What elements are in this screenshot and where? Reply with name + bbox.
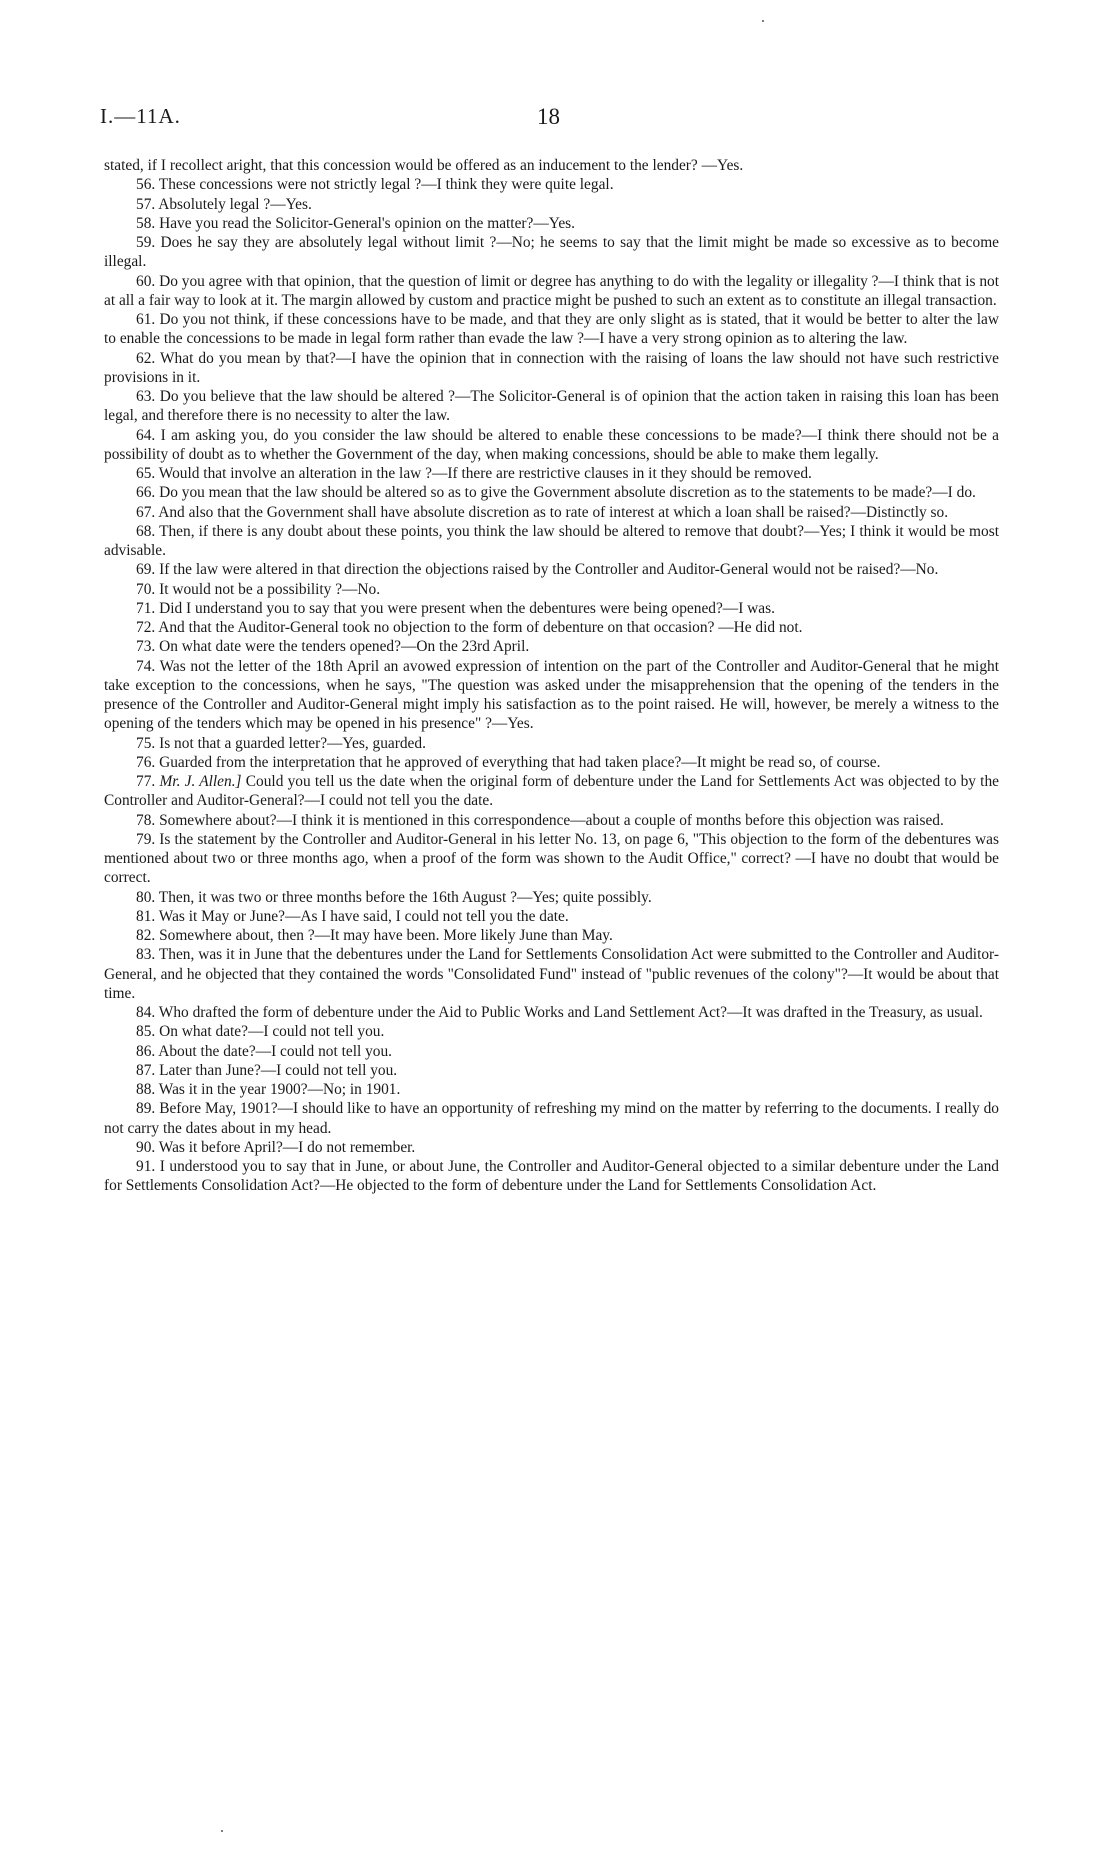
question-59: 59. Does he say they are absolutely legal without limit ?—No; he seems to say that the limit might be made so excessive as to become illegal. — [104, 234, 999, 271]
question-62: 62. What do you mean by that?—I have the opinion that in connection with the raising of loans the law should not have such restrictive provisions in it. — [104, 349, 999, 386]
question-81: 81. Was it May or June?—As I have said, I could not tell you the date. — [136, 907, 569, 925]
question-68: 68. Then, if there is any doubt about these points, you think the law should be altered to remove that doubt?—Yes; I think it would be most advisable. — [104, 522, 999, 559]
question-64: 64. I am asking you, do you consider the law should be altered to enable these concessions to be made?—I think there should not be a possibility of doubt as to whether the Government of the day, when making concessions, should be able to make them legally. — [104, 426, 999, 463]
page-header — [100, 104, 1000, 144]
question-85: 85. On what date?—I could not tell you. — [136, 1023, 385, 1041]
question-77 — [104, 772, 999, 811]
question-60: 60. Do you agree with that opinion, that the question of limit or degree has anything to do with the legality or illegality ?—I think that is not at all a fair way to look at it. The margin allowed by custom and practice might be pushed to such an extent as to constitute an illegal transaction. — [104, 272, 999, 309]
question-87: 87. Later than June?—I could not tell you. — [136, 1061, 398, 1079]
question-74: 74. Was not the letter of the 18th April an avowed expression of intention on the part of the Controller and Auditor-General that he might take exception to the concessions, when he says, "The question was asked under the misapprehension that the opening of the tenders in the presence of the Controller and Auditor-General might imply his satisfaction as to the point raised. He will, however, be merely a witness to the opening of the tenders which may be opened in his presence" ?—Yes. — [104, 657, 999, 733]
question-91: 91. I understood you to say that in June, or about June, the Controller and Auditor-General objected to a similar debenture under the Land for Settlements Consolidation Act?—He objected to the form of debenture under the Land for Settlements Consolidation Act. — [104, 1158, 999, 1195]
scan-speck — [762, 20, 764, 22]
document-reference: I.—11A. — [100, 104, 181, 128]
question-78: 78. Somewhere about?—I think it is mentioned in this correspondence—about a couple of months before this objection was raised. — [136, 811, 944, 829]
question-90: 90. Was it before April?—I do not remember. — [136, 1138, 416, 1156]
question-61: 61. Do you not think, if these concessions have to be made, and that they are only slight as is stated, that it would be better to alter the law to enable the concessions to be made in legal form rather than evade the law ?—I have a very strong opinion as to altering the law. — [104, 311, 999, 348]
question-76: 76. Guarded from the interpretation that he approved of everything that had taken place?—It might be read so, of course. — [136, 753, 881, 771]
question-72: 72. And that the Auditor-General took no objection to the form of debenture on that occasion? —He did not. — [136, 619, 803, 636]
question-58: 58. Have you read the Solicitor-General's opinion on the matter?—Yes. — [136, 214, 576, 232]
question-56: 56. These concessions were not strictly legal ?—I think they were quite legal. — [136, 176, 614, 194]
question-83: 83. Then, was it in June that the debentures under the Land for Settlements Consolidation Act were submitted to the Controller and Auditor-General, and he objected that they contained the words "Consolidated Fund" instead of "public revenues of the colony"?—It would be about that time. — [104, 946, 999, 1002]
question-65: 65. Would that involve an alteration in the law ?—If there are restrictive clauses in it they should be removed. — [136, 465, 812, 482]
question-69: 69. If the law were altered in that direction the objections raised by the Controller and Auditor-General would not be raised?—No. — [136, 561, 939, 579]
question-71: 71. Did I understand you to say that you were present when the debentures were being opened?—I was. — [136, 599, 775, 617]
question-79: 79. Is the statement by the Controller and Auditor-General in his letter No. 13, on page 6, "This objection to the form of the debentures was mentioned about two or three months ago, when a proof of the form was shown to the Audit Office," correct? —I have no doubt that would be correct. — [104, 830, 999, 887]
question-57: 57. Absolutely legal ?—Yes. — [136, 195, 312, 213]
question-82: 82. Somewhere about, then ?—It may have been. More likely June than May. — [136, 927, 613, 944]
question-66: 66. Do you mean that the law should be altered so as to give the Government absolute discretion as to the statements to be made?—I do. — [136, 484, 976, 502]
question-89: 89. Before May, 1901?—I should like to have an opportunity of refreshing my mind on the matter by referring to the documents. I really do not carry the dates about in my head. — [104, 1100, 999, 1137]
testimony-body — [104, 156, 999, 1196]
question-70: 70. It would not be a possibility ?—No. — [136, 580, 381, 598]
question-86: 86. About the date?—I could not tell you. — [136, 1042, 393, 1060]
question-75: 75. Is not that a guarded letter?—Yes, guarded. — [136, 734, 426, 752]
page-number: 18 — [537, 104, 560, 129]
question-73: 73. On what date were the tenders opened?—On the 23rd April. — [136, 638, 530, 656]
scan-speck — [221, 1830, 223, 1832]
question-63: 63. Do you believe that the law should be altered ?—The Solicitor-General is of opinion that the action taken in raising this loan has been legal, and therefore there is no necessity to alter the law. — [104, 388, 999, 425]
question-number: 77. — [136, 773, 156, 790]
speaker-name: Mr. J. Allen.] — [159, 773, 242, 790]
question-80: 80. Then, it was two or three months before the 16th August ?—Yes; quite possibly. — [136, 888, 652, 906]
question-text: Could you tell us the date when the original form of debenture under the Land for Settlements Act was objected to by the Controller and Auditor-General?—I could not tell you the date. — [104, 773, 999, 810]
paragraph-continuation: stated, if I recollect aright, that this concession would be offered as an inducement to the lender? —Yes. — [104, 157, 744, 174]
question-88: 88. Was it in the year 1900?—No; in 1901. — [136, 1081, 401, 1098]
question-84: 84. Who drafted the form of debenture under the Aid to Public Works and Land Settlement Act?—It was drafted in the Treasury, as usual. — [136, 1004, 983, 1021]
question-67: 67. And also that the Government shall have absolute discretion as to rate of interest at which a loan shall be raised?—Distinctly so. — [136, 503, 949, 521]
